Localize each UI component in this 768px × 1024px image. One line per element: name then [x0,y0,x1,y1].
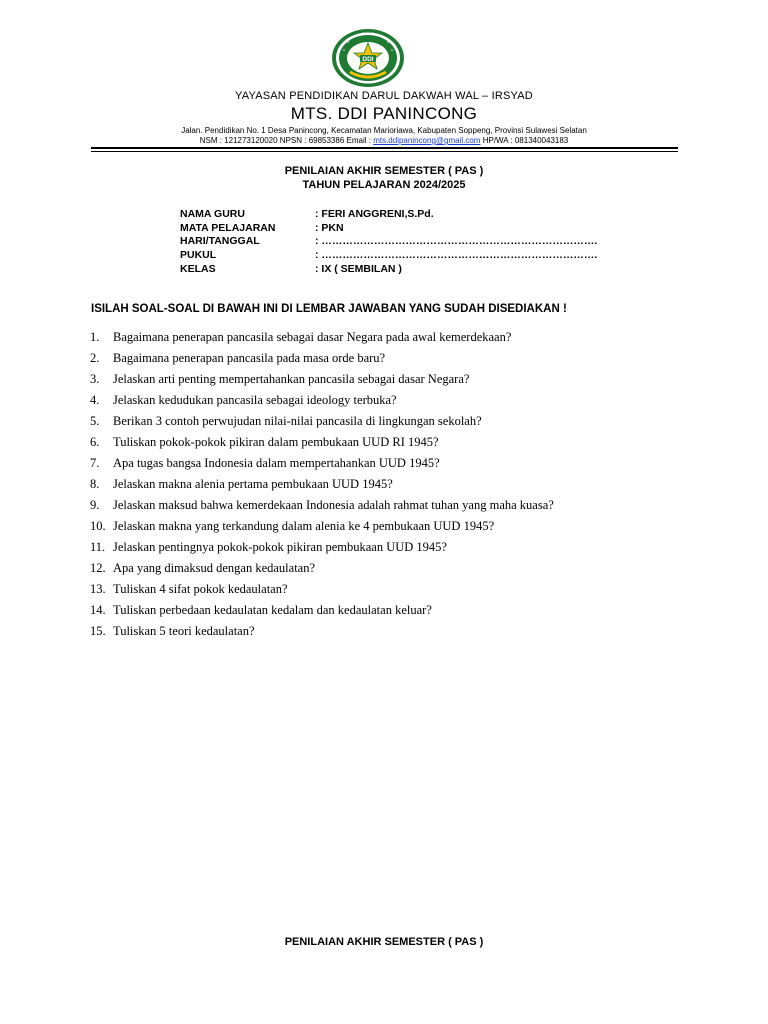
school-address: Jalan. Pendidikan No. 1 Desa Panincong, Kecamatan Marioriawa, Kabupaten Soppeng, Provinsi Sulawesi Selatan [181,126,587,135]
question-text: Jelaskan arti penting mempertahankan pancasila sebagai dasar Negara? [113,372,470,386]
header-divider-thin [91,151,678,152]
foundation-name: YAYASAN PENDIDIKAN DARUL DAKWAH WAL – IRSYAD [235,90,533,102]
info-label: HARI/TANGGAL [180,235,260,248]
question-number: 6. [90,435,100,449]
contact-ids: NSM : 121273120020 NPSN : 69853386 Email : [199,136,371,145]
question-number: 8. [90,477,100,491]
info-label: KELAS [180,262,216,275]
info-label: MATA PELAJARAN [180,221,276,234]
exam-instruction: ISILAH SOAL-SOAL DI BAWAH INI DI LEMBAR JAWABAN YANG SUDAH DISEDIAKAN ! [91,303,567,315]
ddi-logo-icon [330,28,406,88]
exam-year: TAHUN PELAJARAN 2024/2025 [302,179,466,191]
exam-title: PENILAIAN AKHIR SEMESTER ( PAS ) [284,165,484,177]
question-number: 13. [90,582,106,596]
question-text: Jelaskan kedudukan pancasila sebagai ideology terbuka? [113,393,397,407]
question-text: Tuliskan 4 sifat pokok kedaulatan? [113,582,288,596]
question-text: Jelaskan makna alenia pertama pembukaan UUD 1945? [113,477,393,491]
question-text: Tuliskan 5 teori kedaulatan? [113,624,255,638]
question-number: 11. [90,540,106,554]
question-text: Apa tugas bangsa Indonesia dalam mempertahankan UUD 1945? [113,456,440,470]
info-value: : ……………………………………………………………………. [315,249,598,262]
info-value: : IX ( SEMBILAN ) [315,262,402,275]
question-number: 1. [90,330,100,344]
question-text: Berikan 3 contoh perwujudan nilai-nilai pancasila di lingkungan sekolah? [113,414,482,428]
question-text: Jelaskan maksud bahwa kemerdekaan Indonesia adalah rahmat tuhan yang maha kuasa? [113,498,554,512]
question-text: Tuliskan perbedaan kedaulatan kedalam dan kedaulatan keluar? [113,603,432,617]
question-number: 9. [90,498,100,512]
question-text: Bagaimana penerapan pancasila sebagai dasar Negara pada awal kemerdekaan? [113,330,512,344]
question-text: Apa yang dimaksud dengan kedaulatan? [113,561,316,575]
email-link[interactable]: mts.ddipanincong@gmail.com [373,136,481,145]
question-number: 2. [90,351,100,365]
question-number: 3. [90,372,100,386]
question-text: Tuliskan pokok-pokok pikiran dalam pembukaan UUD RI 1945? [113,435,439,449]
question-text: Bagaimana penerapan pancasila pada masa orde baru? [113,351,386,365]
school-contact [0,136,768,145]
question-number: 10. [90,519,106,533]
header-divider-thick [91,147,678,149]
question-number: 14. [90,603,106,617]
svg-text:DDI: DDI [362,56,374,63]
info-value: : PKN [315,221,344,234]
question-text: Jelaskan pentingnya pokok-pokok pikiran pembukaan UUD 1945? [113,540,447,554]
school-name: MTS. DDI PANINCONG [290,104,478,123]
question-number: 5. [90,414,100,428]
info-value: : ……………………………………………………………………. [315,235,598,248]
next-page-title: PENILAIAN AKHIR SEMESTER ( PAS ) [284,936,484,948]
question-text: Jelaskan makna yang terkandung dalam alenia ke 4 pembukaan UUD 1945? [113,519,495,533]
question-number: 7. [90,456,100,470]
info-label: PUKUL [180,249,217,262]
school-emblem [330,28,406,88]
info-label: NAMA GURU [180,208,245,220]
info-value: : FERI ANGGRENI,S.Pd. [315,208,434,220]
question-number: 12. [90,561,106,575]
question-number: 4. [90,393,100,407]
contact-phone: HP/WA : 081340043183 [482,136,569,145]
question-number: 15. [90,624,106,638]
